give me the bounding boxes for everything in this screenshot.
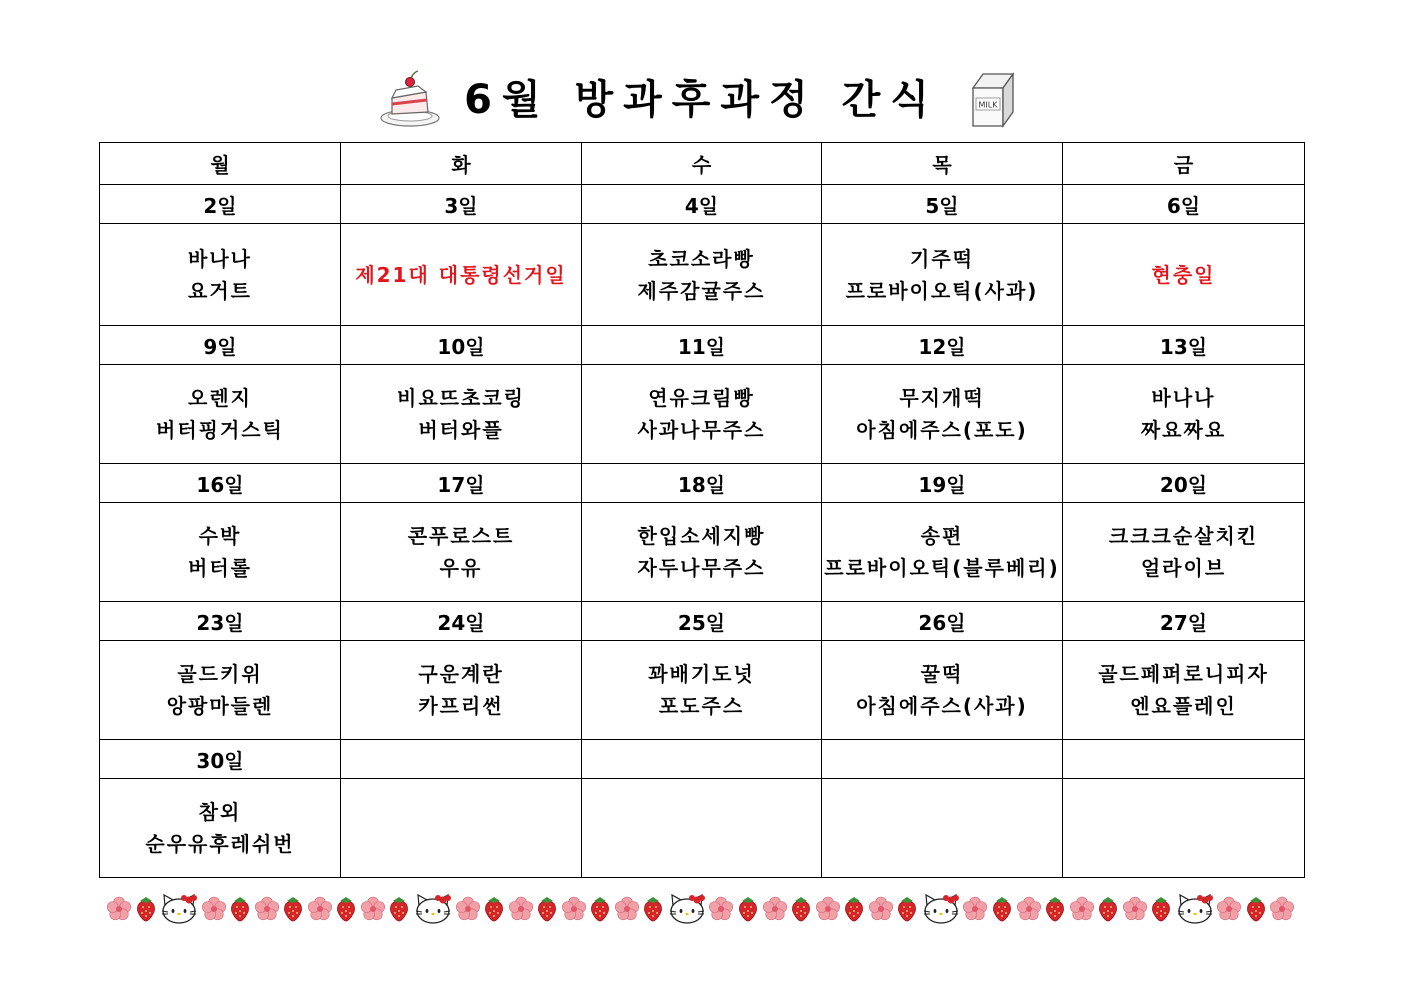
cake-icon (378, 68, 442, 132)
cherry-blossom-icon (1269, 896, 1295, 922)
cherry-blossom-icon (455, 896, 481, 922)
date-cell (582, 740, 822, 779)
menu-item: 바나나 (188, 246, 252, 271)
date-cell: 4일 (582, 185, 822, 224)
menu-cell (100, 224, 341, 326)
strawberry-icon (1043, 895, 1067, 923)
date-cell: 20일 (1063, 464, 1305, 503)
menu-item: 버터핑거스틱 (156, 418, 284, 442)
cherry-blossom-icon (1216, 896, 1242, 922)
menu-item: 초코소라빵 (648, 246, 755, 271)
date-cell: 10일 (341, 326, 582, 365)
strawberry-icon (895, 895, 919, 923)
strawberry-icon (134, 895, 158, 923)
date-cell (822, 740, 1063, 779)
menu-item: 크크크순살치킨 (1108, 524, 1259, 548)
cherry-blossom-icon (868, 896, 894, 922)
strawberry-icon (1096, 895, 1120, 923)
menu-item: 구운계란 (418, 662, 504, 686)
milk-carton-icon (961, 68, 1025, 132)
menu-item: 제주감귤주스 (637, 278, 766, 303)
weekday-thu: 목 (822, 143, 1063, 185)
menu-cell (341, 641, 582, 740)
menu-item: 연유크림빵 (648, 386, 755, 410)
menu-cell (1063, 779, 1305, 878)
menu-cell (100, 641, 341, 740)
menu-item: 엔요플레인 (1130, 694, 1237, 718)
date-cell: 5일 (822, 185, 1063, 224)
strawberry-icon (387, 895, 411, 923)
menu-item: 기주떡 (910, 246, 974, 271)
menu-item: 아침에주스(사과) (856, 694, 1028, 718)
menu-item: 꽈배기도넛 (648, 662, 755, 686)
menu-item: 송편 (920, 524, 964, 548)
strawberry-icon (535, 895, 559, 923)
cherry-blossom-icon (360, 896, 386, 922)
menu-cell (822, 365, 1063, 464)
menu-cell (341, 503, 582, 602)
date-cell: 18일 (582, 464, 822, 503)
date-cell: 30일 (100, 740, 341, 779)
cherry-blossom-icon (1069, 896, 1095, 922)
menu-cell (822, 779, 1063, 878)
menu-item: 프로바이오틱(사과) (845, 278, 1039, 303)
menu-item: 요거트 (188, 278, 252, 303)
menu-row (100, 503, 1305, 602)
date-cell (1063, 740, 1305, 779)
menu-item: 버터와플 (418, 418, 504, 442)
menu-cell (100, 503, 341, 602)
strawberry-icon (281, 895, 305, 923)
date-cell: 13일 (1063, 326, 1305, 365)
page-header (0, 68, 1403, 132)
menu-cell (100, 365, 341, 464)
date-cell: 3일 (341, 185, 582, 224)
holiday-label: 제21대 대통령선거일 (355, 262, 567, 287)
menu-item: 바나나 (1151, 386, 1216, 410)
menu-item: 카프리썬 (418, 694, 504, 718)
date-cell: 9일 (100, 326, 341, 365)
menu-cell (1063, 503, 1305, 602)
strawberry-icon (789, 895, 813, 923)
cherry-blossom-icon (815, 896, 841, 922)
menu-item: 아침에주스(포도) (856, 418, 1028, 442)
strawberry-icon (1149, 895, 1173, 923)
menu-item: 참외 (198, 800, 242, 824)
date-cell: 11일 (582, 326, 822, 365)
hello-kitty-icon (1175, 892, 1215, 926)
date-cell: 17일 (341, 464, 582, 503)
menu-item: 순우유후레쉬번 (145, 832, 295, 856)
date-row (100, 740, 1305, 779)
menu-row (100, 779, 1305, 878)
menu-cell (582, 779, 822, 878)
cherry-blossom-icon (1122, 896, 1148, 922)
menu-cell (822, 641, 1063, 740)
cherry-blossom-icon (254, 896, 280, 922)
strawberry-icon (482, 895, 506, 923)
strawberry-icon (990, 895, 1014, 923)
date-cell: 2일 (100, 185, 341, 224)
hello-kitty-icon (413, 892, 453, 926)
strawberry-icon (334, 895, 358, 923)
hello-kitty-icon (667, 892, 707, 926)
weekday-fri: 금 (1063, 143, 1305, 185)
page-title: 6월 방과후과정 간식 (464, 77, 939, 123)
holiday-cell (341, 224, 582, 326)
menu-cell (341, 365, 582, 464)
menu-row (100, 641, 1305, 740)
menu-item: 우유 (439, 556, 483, 580)
date-cell: 23일 (100, 602, 341, 641)
holiday-cell (1063, 224, 1305, 326)
menu-cell (582, 365, 822, 464)
holiday-label: 현충일 (1151, 262, 1216, 287)
weekday-header-row (100, 143, 1305, 185)
menu-cell (341, 779, 582, 878)
date-cell: 27일 (1063, 602, 1305, 641)
date-cell: 19일 (822, 464, 1063, 503)
menu-row (100, 224, 1305, 326)
weekday-tue: 화 (341, 143, 582, 185)
weekday-wed: 수 (582, 143, 822, 185)
menu-cell (1063, 365, 1305, 464)
menu-item: 한입소세지빵 (637, 524, 766, 548)
menu-item: 꿀떡 (920, 662, 964, 686)
strawberry-icon (1244, 895, 1268, 923)
date-row (100, 464, 1305, 503)
cherry-blossom-icon (962, 896, 988, 922)
cherry-blossom-icon (762, 896, 788, 922)
strawberry-icon (228, 895, 252, 923)
cherry-blossom-icon (201, 896, 227, 922)
menu-item: 비요뜨초코링 (397, 386, 525, 410)
strawberry-icon (588, 895, 612, 923)
menu-item: 짜요짜요 (1140, 418, 1227, 442)
cherry-blossom-icon (508, 896, 534, 922)
menu-cell (582, 641, 822, 740)
menu-cell (582, 503, 822, 602)
date-cell: 24일 (341, 602, 582, 641)
menu-cell (822, 503, 1063, 602)
hello-kitty-icon (921, 892, 961, 926)
menu-item: 포도주스 (658, 694, 745, 718)
menu-cell (582, 224, 822, 326)
strawberry-icon (641, 895, 665, 923)
hello-kitty-icon (159, 892, 199, 926)
menu-item: 버터롤 (188, 556, 252, 580)
menu-item: 골드페퍼로니피자 (1098, 662, 1269, 686)
snack-menu-table (99, 142, 1305, 878)
menu-cell (1063, 641, 1305, 740)
strawberry-icon (842, 895, 866, 923)
menu-item: 앙팡마들렌 (166, 694, 274, 718)
menu-item: 콘푸로스트 (407, 524, 515, 548)
menu-item: 골드키위 (177, 662, 263, 686)
date-row (100, 185, 1305, 224)
decorative-border (106, 888, 1296, 930)
menu-item: 수박 (198, 524, 242, 548)
cherry-blossom-icon (307, 896, 333, 922)
date-cell: 26일 (822, 602, 1063, 641)
menu-row (100, 365, 1305, 464)
menu-item: 자두나무주스 (637, 556, 766, 580)
menu-item: 얼라이브 (1140, 556, 1227, 580)
menu-item: 오렌지 (188, 386, 252, 410)
strawberry-icon (736, 895, 760, 923)
menu-cell (822, 224, 1063, 326)
date-cell: 25일 (582, 602, 822, 641)
menu-item: 프로바이오틱(블루베리) (824, 556, 1060, 580)
date-cell: 12일 (822, 326, 1063, 365)
menu-item: 무지개떡 (899, 386, 985, 410)
date-cell: 16일 (100, 464, 341, 503)
cherry-blossom-icon (614, 896, 640, 922)
menu-item: 사과나무주스 (637, 418, 766, 442)
weekday-mon: 월 (100, 143, 341, 185)
cherry-blossom-icon (708, 896, 734, 922)
menu-cell (100, 779, 341, 878)
cherry-blossom-icon (1016, 896, 1042, 922)
date-row (100, 602, 1305, 641)
date-cell (341, 740, 582, 779)
date-cell: 6일 (1063, 185, 1305, 224)
cherry-blossom-icon (106, 896, 132, 922)
milk-label: MILK (978, 100, 998, 110)
date-row (100, 326, 1305, 365)
cherry-blossom-icon (561, 896, 587, 922)
